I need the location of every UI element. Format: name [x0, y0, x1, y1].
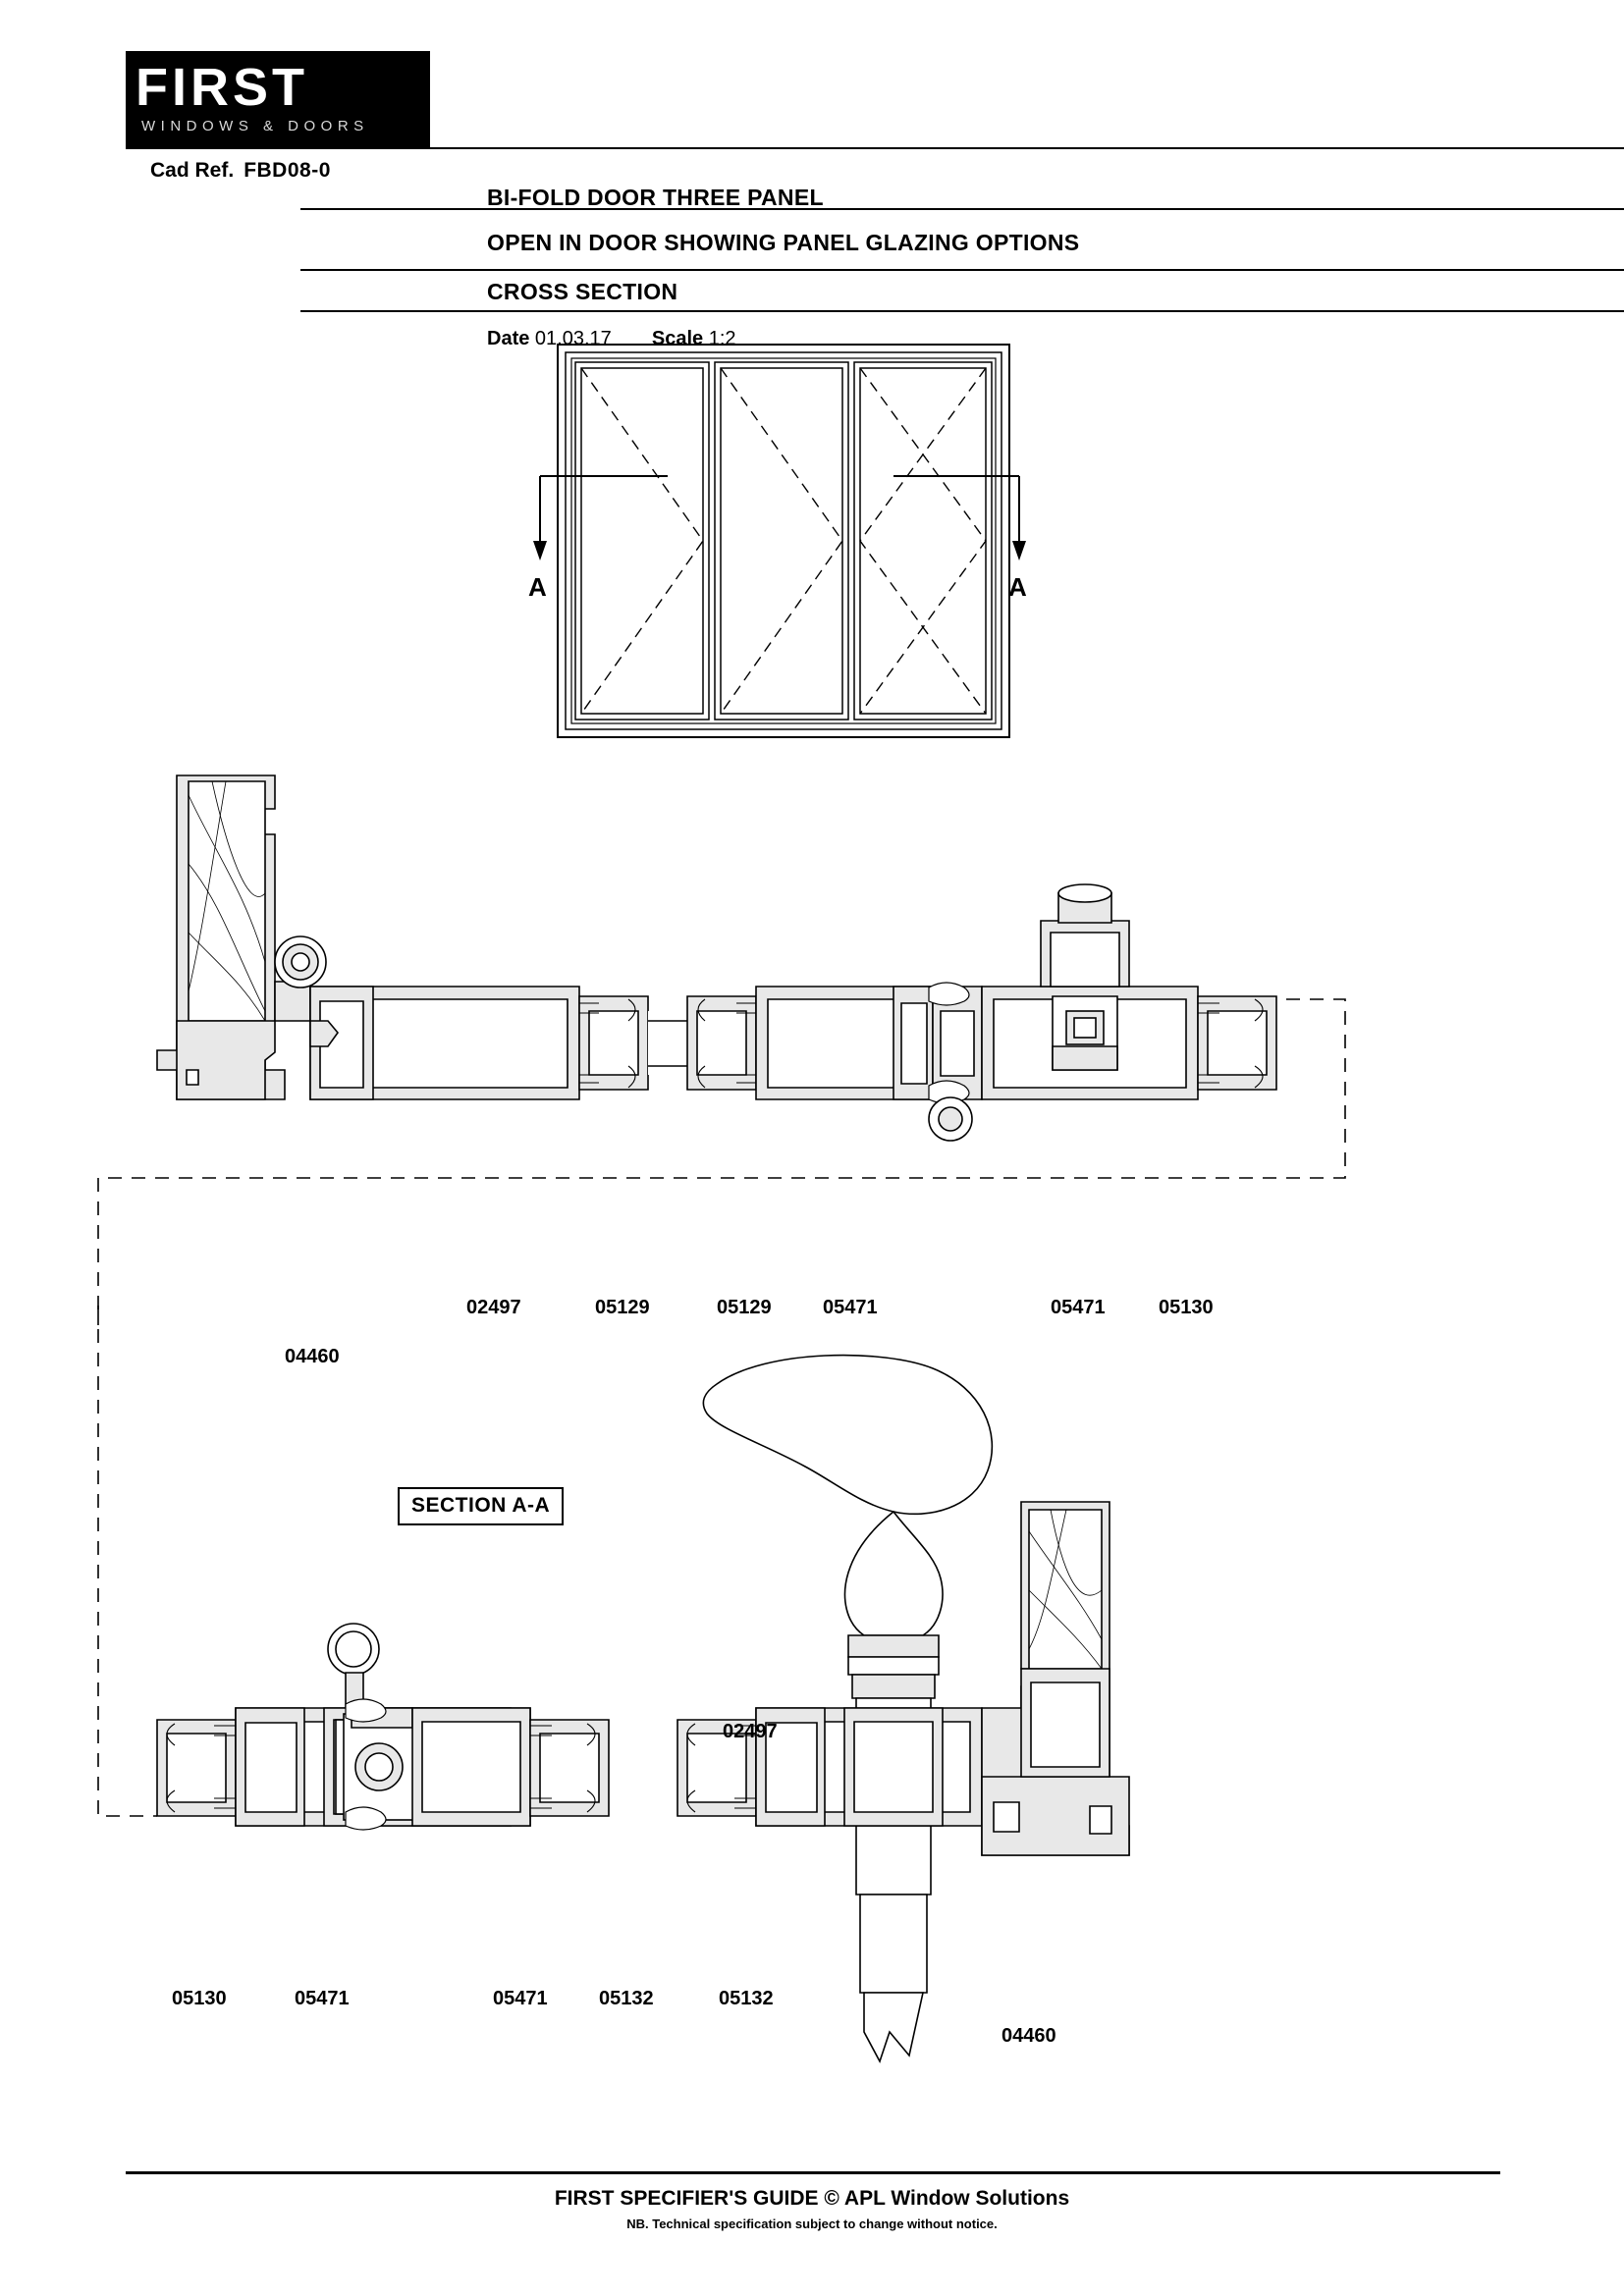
profile-code-label: 02497 — [466, 1297, 521, 1318]
profile-code-label: 05132 — [719, 1988, 774, 2009]
cad-ref-value: FBD08-0 — [244, 159, 331, 182]
header-divider-4 — [300, 310, 1624, 312]
footer-disclaimer: NB. Technical specification subject to change without notice. — [626, 2216, 998, 2231]
section-marker-left-label: A — [528, 572, 547, 602]
cad-reference — [150, 159, 331, 183]
profile-code-label: 05471 — [295, 1988, 350, 2009]
profile-code-label: 05130 — [1159, 1297, 1214, 1318]
drawing-title-line-3: CROSS SECTION — [487, 279, 678, 304]
logo-wordmark: FIRST — [135, 58, 308, 117]
drawing-title-line-2: OPEN IN DOOR SHOWING PANEL GLAZING OPTIONS — [487, 230, 1080, 255]
profile-code-label: 04460 — [1001, 2025, 1056, 2047]
scale-label: Scale — [651, 328, 704, 349]
date-value: 01.03.17 — [534, 328, 612, 349]
logo-tagline: WINDOWS & DOORS — [141, 118, 369, 134]
header-divider-3 — [300, 269, 1624, 271]
cross-section-upper-drawing — [118, 775, 1532, 1384]
date-label: Date — [487, 328, 530, 349]
door-elevation-drawing — [528, 339, 1060, 751]
profile-code-label: 05130 — [172, 1988, 227, 2009]
profile-code-label: 05471 — [493, 1988, 548, 2009]
brand-logo — [126, 51, 430, 149]
section-marker-right-label: A — [1008, 572, 1027, 602]
title-block — [126, 51, 1500, 349]
scale-value: 1:2 — [708, 328, 736, 349]
cad-ref-label: Cad Ref. — [150, 159, 235, 182]
profile-code-label: 04460 — [285, 1346, 340, 1367]
header-divider-1 — [300, 147, 1624, 149]
profile-code-label: 05132 — [599, 1988, 654, 2009]
profile-code-label: 05129 — [595, 1297, 650, 1318]
profile-code-label: 05471 — [823, 1297, 878, 1318]
profile-code-label: 05471 — [1051, 1297, 1106, 1318]
footer-divider — [126, 2171, 1500, 2174]
drawing-title-line-1: BI-FOLD DOOR THREE PANEL — [487, 185, 824, 210]
footer-copyright: FIRST SPECIFIER'S GUIDE © APL Window Solutions — [554, 2187, 1070, 2210]
profile-code-label: 02497 — [723, 1721, 778, 1742]
profile-code-label: 05129 — [717, 1297, 772, 1318]
cross-section-lower-drawing — [118, 1345, 1532, 2110]
section-aa-label: SECTION A-A — [398, 1487, 564, 1525]
